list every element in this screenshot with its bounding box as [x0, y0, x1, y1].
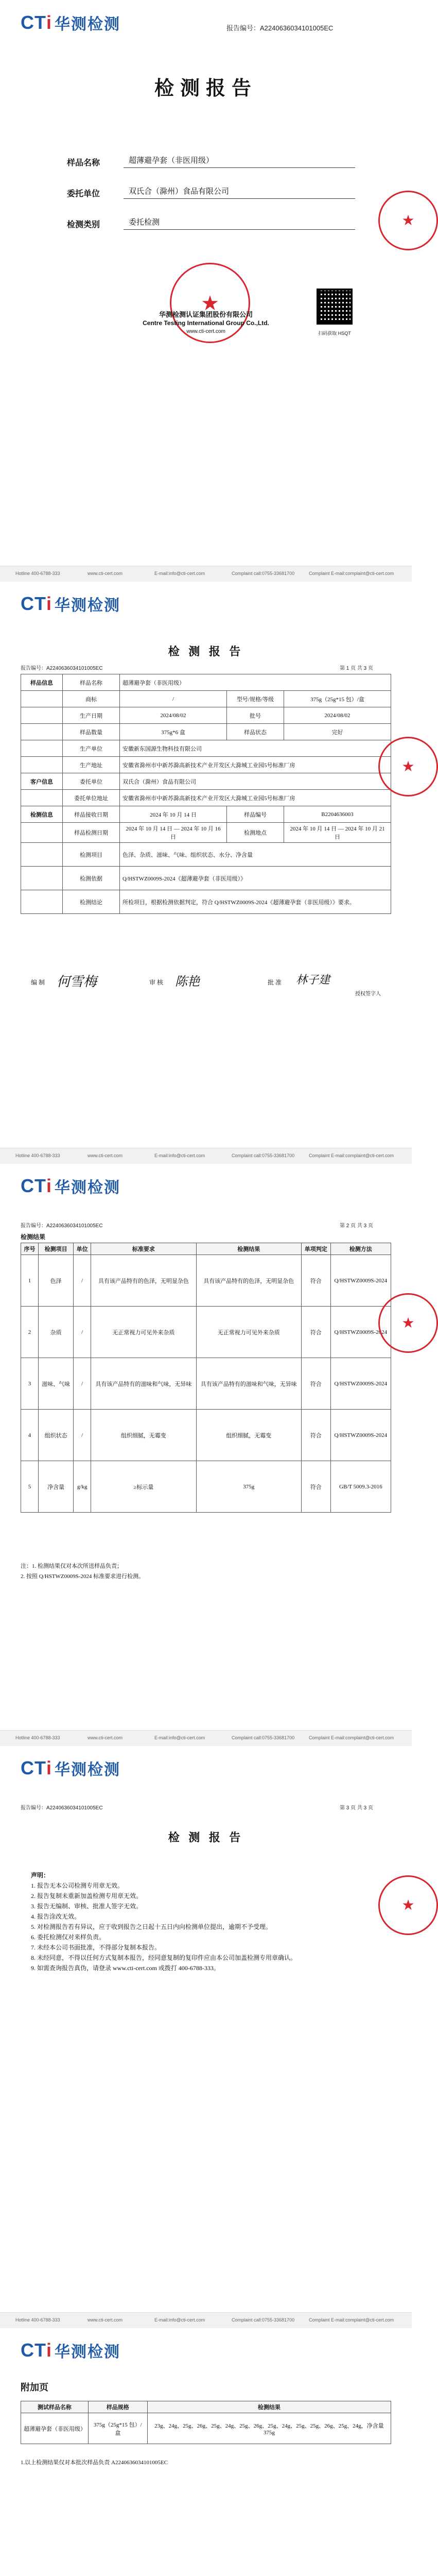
group-cell: [21, 823, 63, 843]
column-header: 序号: [21, 1243, 39, 1255]
value-cell: 375g*6 盒: [120, 724, 227, 740]
label-cell: 样品编号: [226, 806, 284, 823]
table-cell: /: [74, 1358, 91, 1410]
value-cell: 375g（25g*15 包）/盒: [284, 691, 391, 707]
value-cell: 完好: [284, 724, 391, 740]
signer-reviewer-name: 陈艳: [175, 975, 200, 989]
table-row: [21, 1307, 391, 1358]
page-title: 检测报告: [154, 78, 257, 99]
table-cell: 符合: [301, 1307, 330, 1358]
table-cell: 符合: [301, 1410, 330, 1461]
page-title: 检 测 报 告: [168, 1831, 244, 1844]
table-row: [21, 2413, 391, 2444]
table-row: [21, 740, 391, 757]
signer-editor-name: 何雪梅: [57, 974, 97, 989]
page-title: 检 测 报 告: [168, 645, 244, 658]
table-row: [21, 806, 391, 823]
company-name-cn: 华测检测认证集团股份有限公司: [159, 311, 253, 318]
table-row: [21, 724, 391, 740]
label-cell: 型号/规格/等级: [226, 691, 284, 707]
table-cell: 具有该产品特有的滋味和气味，无异味: [91, 1358, 196, 1410]
company-name-en: Centre Testing International Group Co.,Ltd.: [143, 319, 269, 327]
results-table: [21, 1243, 391, 1513]
table-cell: 符合: [301, 1358, 330, 1410]
value-cell: 2024 年 10 月 14 日 — 2024 年 10 月 16 日: [120, 823, 227, 843]
group-cell: [21, 843, 63, 867]
table-cell: GB/T 5009.3-2016: [330, 1461, 391, 1513]
appendix-note: 1.以上检测结果仅对本批次样品负责 A2240636034101005EC: [21, 2460, 168, 2466]
table-cell: Q/HSTWZ0009S-2024: [330, 1358, 391, 1410]
table-row: [21, 757, 391, 773]
brand-logo: CT i 华测检测: [21, 1757, 121, 1778]
value-cell: 所检项目，根据检测依据判定，符合 Q/HSTWZ0009S-2024《超薄避孕套（非医用级）》要求。: [120, 890, 391, 914]
table-cell: 23g、24g、25g、26g、25g、24g、25g、26g、25g、24g、25g、25g、26g、25g、24g，净含量375g: [147, 2413, 391, 2444]
cover-page: [0, 0, 415, 583]
table-row: [21, 1461, 391, 1513]
appendix-table: [21, 2401, 391, 2444]
table-row: [21, 1255, 391, 1307]
table-row: [21, 823, 391, 843]
table-cell: /: [74, 1255, 91, 1307]
label-cell: 委托单位: [63, 773, 120, 790]
page-number: 第 3 页 共 3 页: [340, 1805, 374, 1811]
table-cell: 色泽: [39, 1255, 74, 1307]
table-cell: Q/HSTWZ0009S-2024: [330, 1255, 391, 1307]
company-website: www.cti-cert.com: [186, 329, 225, 334]
table-row: [21, 790, 391, 806]
brand-logo: CT i 华测检测: [21, 12, 121, 33]
group-cell: [21, 691, 63, 707]
group-cell: [21, 740, 63, 757]
label-cell: 批号: [226, 707, 284, 724]
table-cell: Q/HSTWZ0009S-2024: [330, 1307, 391, 1358]
table-row: [21, 773, 391, 790]
group-cell: [21, 890, 63, 914]
label-cell: 生产日期: [63, 707, 120, 724]
label-cell: 样品状态: [226, 724, 284, 740]
page-footer: Hotline 400-6788-333 www.cti-cert.com E-mail:info@cti-cert.com Complaint call:0755-33681700 Complaint E-mail:complaint@cti-cert.com: [0, 1148, 412, 1164]
brand-logo: CT i 华测检测: [21, 1175, 121, 1196]
table-row: [21, 1410, 391, 1461]
section-title: 检测结果: [21, 1233, 46, 1241]
sample-info-table: [21, 674, 391, 914]
appendix-title: 附加页: [21, 2382, 48, 2393]
value-cell: B2204636003: [284, 806, 391, 823]
group-cell: 样品信息: [21, 674, 63, 691]
value-cell: 2024/08/02: [284, 707, 391, 724]
column-header: 检测方法: [330, 1243, 391, 1255]
signer-approver-name: 林子建: [296, 973, 330, 986]
page-footer: Hotline 400-6788-333 www.cti-cert.com E-mail:info@cti-cert.com Complaint call:0755-33681700 Complaint E-mail:complaint@cti-cert.com: [0, 1730, 412, 1746]
table-cell: ≥标示量: [91, 1461, 196, 1513]
table-cell: g/kg: [74, 1461, 91, 1513]
value-cell: 2024/08/02: [120, 707, 227, 724]
value-cell: /: [120, 691, 227, 707]
test-type-field: 检测类别 委托检测: [67, 216, 355, 230]
value-cell: 安徽新东国源生物科技有限公司: [120, 740, 391, 757]
table-row: [21, 1358, 391, 1410]
table-cell: Q/HSTWZ0009S-2024: [330, 1410, 391, 1461]
table-cell: 杂质: [39, 1307, 74, 1358]
authorized-signer-note: 授权签字人: [355, 991, 381, 997]
side-seal: ★: [378, 191, 438, 250]
group-cell: 客户信息: [21, 773, 63, 790]
group-cell: [21, 707, 63, 724]
value-cell: 2024 年 10 月 14 日: [120, 806, 227, 823]
table-cell: 375g: [196, 1461, 301, 1513]
value-cell: 超薄避孕套（非医用级）: [120, 674, 391, 691]
column-header: 样品规格: [88, 2401, 147, 2413]
group-cell: [21, 867, 63, 890]
label-cell: 生产单位: [63, 740, 120, 757]
statement-notes: 声明： 1. 报告无本公司检测专用章无效。 2. 报告复制未重新加盖检测专用章无效。 3. 报告无编制、审核、批准人签字无效。 4. 报告涂改无效。 5. 对检测报告若有异议，应于收到报告之日起十五日内向检测单位提出，逾期不予受理。 6. 委托检测仅对来样负责。 7. 未经本公司书面批准，不得部分复制本报告。 8. 未经同意，不得以任何方式复制本报告，经同意复制的复印件应由本公司加盖检测专用章确认。 9. 如需查询报告真伪，请登录 www.cti-cert.com 或拨打 400-6788-333。: [31, 1872, 297, 1972]
value-cell: 2024 年 10 月 14 日 — 2024 年 10 月 21 日: [284, 823, 391, 843]
table-cell: 4: [21, 1410, 39, 1461]
label-cell: 样品接收日期: [63, 806, 120, 823]
table-row: [21, 867, 391, 890]
label-cell: 商标: [63, 691, 120, 707]
table-cell: 符合: [301, 1461, 330, 1513]
table-cell: 3: [21, 1358, 39, 1410]
client-field: 委托单位 双氏合（滁州）食品有限公司: [67, 185, 355, 199]
value-cell: 安徽省滁州市中新苏滁高新技术产业开发区大滁城工业园5号标准厂房: [120, 757, 391, 773]
label-cell: 检测地点: [226, 823, 284, 843]
signer-reviewer: 审 核: [149, 979, 164, 986]
table-cell: 净含量: [39, 1461, 74, 1513]
statement-page: [0, 1747, 415, 2329]
group-cell: [21, 724, 63, 740]
column-header: 检测项目: [39, 1243, 74, 1255]
table-cell: 超薄避孕套（非医用级）: [21, 2413, 89, 2444]
seal-star-icon: ★: [201, 291, 219, 315]
table-cell: /: [74, 1307, 91, 1358]
appendix-page: [0, 2329, 412, 2576]
label-cell: 生产地址: [63, 757, 120, 773]
column-header: 检测结果: [147, 2401, 391, 2413]
page-number: 第 2 页 共 3 页: [340, 1223, 374, 1229]
results-page: [0, 1164, 415, 1747]
brand-logo: CT i 华测检测: [21, 2340, 121, 2361]
table-cell: 2: [21, 1307, 39, 1358]
table-cell: 375g（25g*15 包）/盒: [88, 2413, 147, 2444]
label-cell: 检测项目: [63, 843, 120, 867]
table-row: [21, 890, 391, 914]
table-cell: 具有该产品特有的滋味和气味，无异味: [196, 1358, 301, 1410]
value-cell: 安徽省滁州市中新苏滁高新技术产业开发区大滁城工业园5号标准厂房: [120, 790, 391, 806]
table-cell: 滋味、气味: [39, 1358, 74, 1410]
table-cell: 组织细腻，无霉变: [91, 1410, 196, 1461]
page-footer: Hotline 400-6788-333 www.cti-cert.com E-mail:info@cti-cert.com Complaint call:0755-33681700 Complaint E-mail:complaint@cti-cert.com: [0, 2312, 412, 2328]
table-cell: 组织细腻，无霉变: [196, 1410, 301, 1461]
table-cell: /: [74, 1410, 91, 1461]
label-cell: 样品检测日期: [63, 823, 120, 843]
column-header: 检测结果: [196, 1243, 301, 1255]
report-page: [0, 582, 415, 1165]
group-cell: 检测信息: [21, 806, 63, 823]
table-cell: 具有该产品特有的色泽，无明显杂色: [196, 1255, 301, 1307]
table-row: [21, 843, 391, 867]
column-header: 测试样品名称: [21, 2401, 89, 2413]
table-cell: 5: [21, 1461, 39, 1513]
side-seal: ★: [378, 737, 438, 796]
table-cell: 1: [21, 1255, 39, 1307]
label-cell: 检测结论: [63, 890, 120, 914]
value-cell: Q/HSTWZ0009S-2024《超薄避孕套（非医用级）》: [120, 867, 391, 890]
table-cell: 组织状态: [39, 1410, 74, 1461]
qr-code[interactable]: [317, 289, 353, 325]
signer-approver: 批 准: [268, 979, 282, 986]
side-seal: ★: [378, 1293, 438, 1353]
table-row: [21, 707, 391, 724]
report-number: 报告编号：A2240636034101005EC: [21, 1223, 103, 1229]
table-cell: 具有该产品特有的色泽，无明显杂色: [91, 1255, 196, 1307]
sample-name-field: 样品名称 超薄避孕套（非医用级）: [67, 155, 355, 168]
signer-editor: 编 制: [31, 979, 45, 986]
value-cell: 色泽、杂质、滋味、气味、组织状态、水分、净含量: [120, 843, 391, 867]
report-number: 报告编号：A2240636034101005EC: [21, 666, 103, 671]
label-cell: 委托单位地址: [63, 790, 120, 806]
table-cell: 符合: [301, 1255, 330, 1307]
qr-caption: 扫码获取 HSQT: [318, 331, 351, 336]
label-cell: 样品数量: [63, 724, 120, 740]
brand-logo: CT i 华测检测: [21, 593, 121, 614]
group-cell: [21, 757, 63, 773]
report-number: 报告编号：A2240636034101005EC: [226, 24, 334, 32]
table-row: [21, 691, 391, 707]
results-notes: 注：1. 检测结果仅对本次所送样品负责； 2. 按照 Q/HSTWZ0009S-2024 标准要求进行检测。: [21, 1563, 145, 1580]
page-footer: Hotline 400-6788-333 www.cti-cert.com E-mail:info@cti-cert.com Complaint call:0755-33681700 Complaint E-mail:complaint@cti-cert.com: [0, 566, 412, 582]
column-header: 单位: [74, 1243, 91, 1255]
value-cell: 双氏合（滁州）食品有限公司: [120, 773, 391, 790]
group-cell: [21, 790, 63, 806]
report-number: 报告编号：A2240636034101005EC: [21, 1805, 103, 1811]
page-number: 第 1 页 共 3 页: [340, 666, 374, 671]
label-cell: 样品名称: [63, 674, 120, 691]
label-cell: 检测依据: [63, 867, 120, 890]
table-cell: 无正常视力可见外来杂质: [196, 1307, 301, 1358]
column-header: 单项判定: [301, 1243, 330, 1255]
table-cell: 无正常视力可见外来杂质: [91, 1307, 196, 1358]
table-row: [21, 674, 391, 691]
side-seal: ★: [378, 1875, 438, 1935]
column-header: 标准要求: [91, 1243, 196, 1255]
